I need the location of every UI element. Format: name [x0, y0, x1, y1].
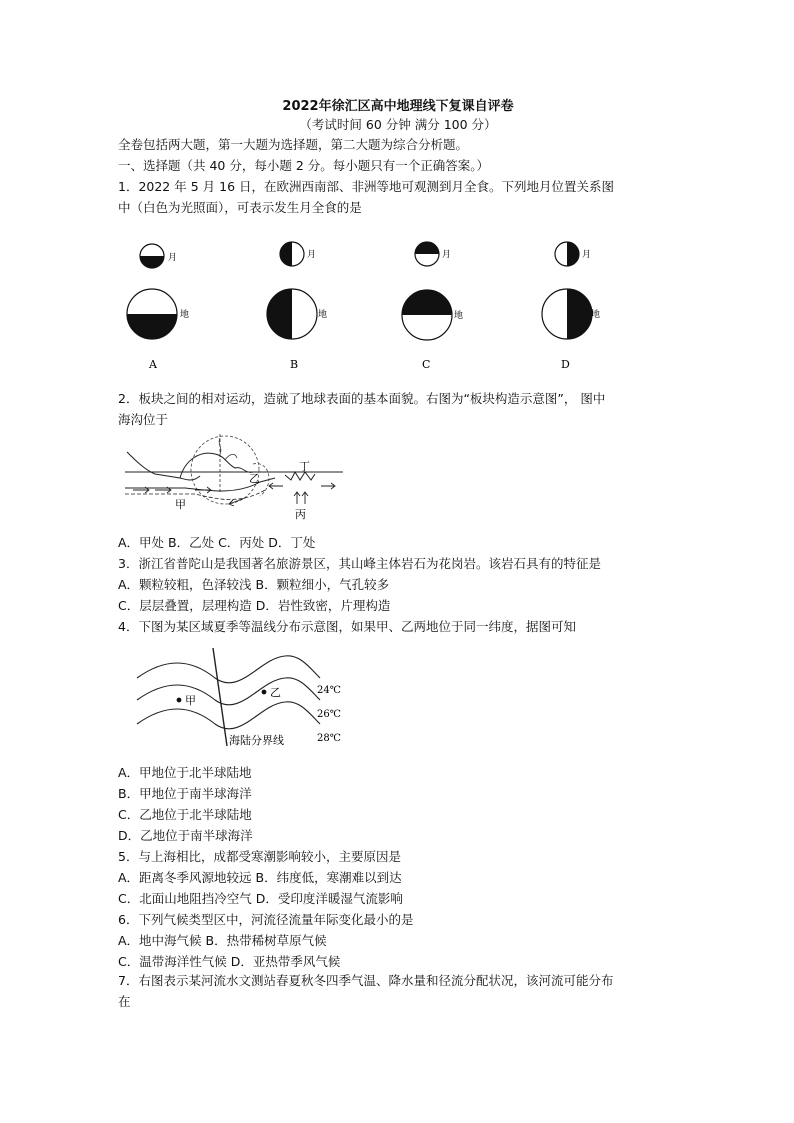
- boundary-label: 海陆分界线: [229, 734, 284, 747]
- option-a-diagram: [127, 244, 189, 371]
- exam-title: 2022年徐汇区高中地理线下复课自评卷: [282, 99, 514, 114]
- q6-options-row2: C．温带海洋性气候 D．亚热带季风气候: [118, 954, 341, 969]
- q2-q4-block: [118, 532, 678, 637]
- q1-figure: [118, 236, 638, 376]
- q2-stem-line2: 海沟位于: [118, 412, 169, 427]
- label-jia: 甲: [175, 498, 186, 511]
- isotherm-28: 28℃: [317, 733, 341, 744]
- option-a-label: A: [149, 358, 157, 371]
- q3-stem: 3．浙江省普陀山是我国著名旅游景区，其山峰主体岩石为花岗岩。该岩石具有的特征是: [118, 556, 601, 571]
- q7-stem-line2: 在: [118, 994, 131, 1009]
- isotherm-24: 24℃: [317, 685, 341, 696]
- q2-options: A．甲处 B．乙处 C．丙处 D．丁处: [118, 535, 316, 550]
- q5-stem: 5．与上海相比，成都受寒潮影响较小，主要原因是: [118, 849, 401, 864]
- q2-block: [118, 388, 678, 430]
- option-c-label: C: [422, 358, 431, 371]
- q1-stem-line1: 1．2022 年 5 月 16 日，在欧洲西南部、非洲等地可观测到月全食。下列地月位置关系图: [118, 179, 614, 194]
- earth-label: 地: [180, 310, 190, 320]
- label-bing: 丙: [295, 508, 306, 521]
- section1-heading: 一、选择题（共 40 分，每小题 2 分。每小题只有一个正确答案。）: [118, 158, 490, 173]
- exam-page: [118, 98, 678, 218]
- q3-options-row2: C．层层叠置，层理构造 D．岩性致密，片理构造: [118, 598, 391, 613]
- option-b-diagram: [267, 242, 327, 371]
- moon-label: 月: [442, 250, 452, 260]
- q2-plate-figure: [125, 430, 350, 525]
- q6-options-row1: A．地中海气候 B．热带稀树草原气候: [118, 933, 327, 948]
- option-d-diagram: [542, 242, 600, 371]
- q6-stem: 6．下列气候类型区中，河流径流量年际变化最小的是: [118, 912, 414, 927]
- option-b-label: B: [290, 358, 299, 371]
- moon-label: 月: [307, 250, 317, 260]
- q4-option-d: D．乙地位于南半球海洋: [118, 828, 253, 843]
- q5-options-row2: C．北面山地阻挡冷空气 D．受印度洋暖湿气流影响: [118, 891, 403, 906]
- option-c-diagram: [402, 242, 463, 371]
- q2-stem-line1: 2．板块之间的相对运动，造就了地球表面的基本面貌。右图为“板块构造示意图”， 图中: [118, 391, 606, 406]
- q4-option-b: B．甲地位于南半球海洋: [118, 786, 252, 801]
- label-yi: 乙: [270, 686, 281, 699]
- isotherm-26: 26℃: [317, 709, 341, 720]
- q5-options-row1: A．距离冬季风源地较远 B．纬度低，寒潮难以到达: [118, 870, 402, 885]
- label-ding: 丁: [299, 460, 310, 473]
- label-yi: 乙: [249, 472, 260, 485]
- moon-label: 月: [582, 250, 592, 260]
- q4-option-a: A．甲地位于北半球陆地: [118, 765, 252, 780]
- q4-q6-block: [118, 762, 678, 972]
- q4-option-c: C．乙地位于北半球陆地: [118, 807, 252, 822]
- q7-block: [118, 970, 678, 1012]
- q4-isotherm-figure: [135, 648, 360, 753]
- intro-text: 全卷包括两大题，第一大题为选择题，第二大题为综合分析题。: [118, 137, 469, 152]
- label-jia: 甲: [185, 694, 196, 707]
- exam-subtitle: （考试时间 60 分钟 满分 100 分）: [299, 117, 497, 132]
- q7-stem-line1: 7．右图表示某河流水文测站春夏秋冬四季气温、降水量和径流分配状况，该河流可能分布: [118, 973, 614, 988]
- earth-label: 地: [318, 310, 328, 320]
- earth-label: 地: [454, 311, 464, 321]
- q4-stem: 4．下图为某区域夏季等温线分布示意图，如果甲、乙两地位于同一纬度，据图可知: [118, 619, 576, 634]
- q1-stem-line2: 中（白色为光照面），可表示发生月全食的是: [118, 200, 362, 215]
- moon-label: 月: [168, 253, 178, 263]
- earth-label: 地: [591, 310, 601, 320]
- option-d-label: D: [561, 358, 570, 371]
- q3-options-row1: A．颗粒较粗，色泽较浅 B．颗粒细小，气孔较多: [118, 577, 390, 592]
